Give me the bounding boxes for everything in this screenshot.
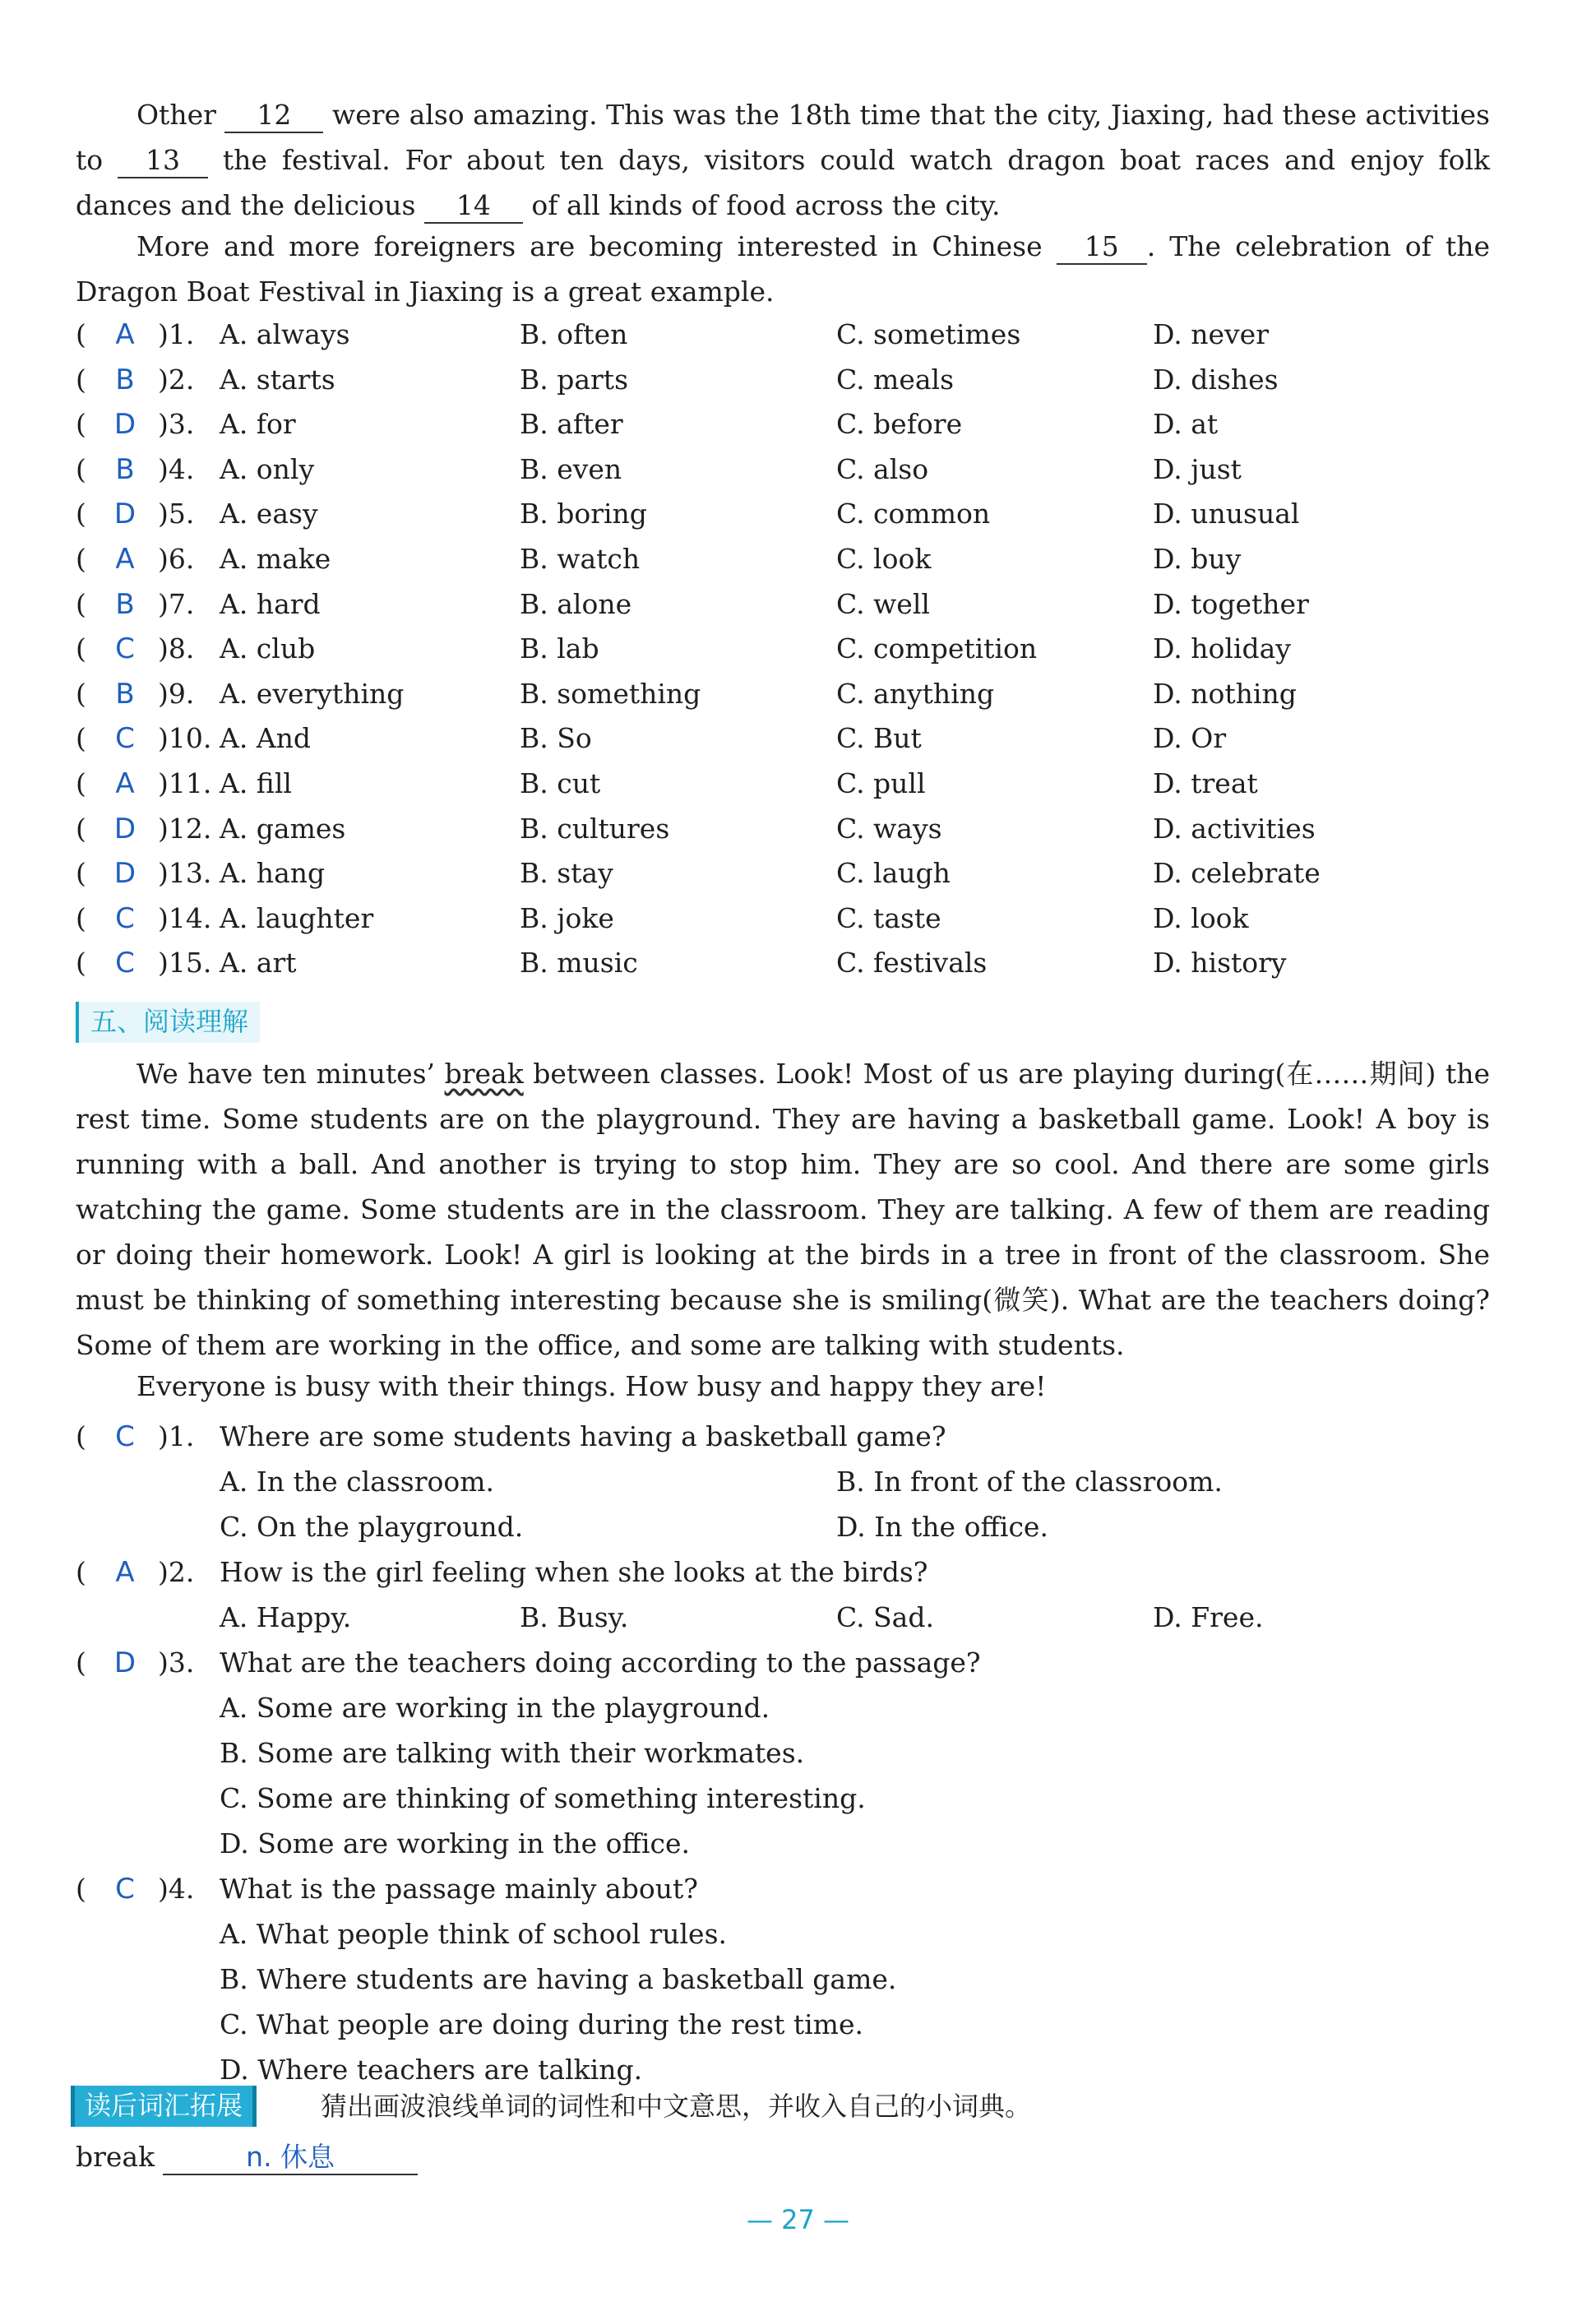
question-number: )12. <box>158 812 212 845</box>
option-b: B. Some are talking with their workmates. <box>220 1737 805 1769</box>
option-b: B. boring <box>520 498 647 530</box>
answer-letter: C <box>115 722 135 756</box>
reading-text: Everyone is busy with their things. How busy and happy they are! <box>136 1370 1047 1402</box>
option-d: D. just <box>1153 452 1242 485</box>
option-d: D. unusual <box>1153 498 1300 530</box>
option-b: B. stay <box>520 857 613 890</box>
choice-row <box>76 449 1515 490</box>
option-b: B. even <box>520 452 622 485</box>
option-a: A. And <box>220 722 312 755</box>
option-c: C. common <box>836 498 991 530</box>
option-d: D. buy <box>1153 543 1242 575</box>
paren: ( <box>76 677 86 710</box>
vocab-entry <box>76 2135 418 2179</box>
answer-letter: B <box>115 363 135 396</box>
option-c: C. Some are thinking of something interesting. <box>220 1782 866 1814</box>
option-c: C. also <box>836 452 929 485</box>
option-b: B. after <box>520 408 623 441</box>
option-c: C. competition <box>836 632 1038 665</box>
answer-blank-14: 14 <box>424 189 523 224</box>
answer-letter: B <box>115 677 135 711</box>
answer-letter: C <box>115 632 135 666</box>
option-d: D. Free. <box>1153 1601 1264 1633</box>
option-a: A. Happy. <box>220 1601 352 1633</box>
option-c: C. meals <box>836 363 955 396</box>
option-a: A. In the classroom. <box>220 1466 494 1498</box>
option-b: B. lab <box>520 632 599 665</box>
option-c: C. before <box>836 408 963 441</box>
answer-letter: B <box>115 587 135 621</box>
question-1: ( C )1. Where are some students having a basketball game? <box>76 1416 1515 1457</box>
option-d: D. Where teachers are talking. <box>220 2054 643 2086</box>
answer-blank-15: 15 <box>1057 230 1147 265</box>
paren: ( <box>76 722 86 755</box>
choice-row <box>76 628 1515 669</box>
option-b: B. cut <box>520 767 601 799</box>
question-number: )7. <box>158 587 195 620</box>
option-d: D. nothing <box>1153 677 1297 710</box>
vocab-section-title: 读后词汇拓展 <box>71 2086 257 2127</box>
paren: ( <box>76 812 86 845</box>
answer-letter: C <box>115 901 135 935</box>
question-number: )8. <box>158 632 195 665</box>
option-b: B. watch <box>520 543 641 575</box>
answer-letter: C <box>115 1420 135 1453</box>
paren: ( <box>76 318 86 350</box>
answer-letter: A <box>115 543 135 576</box>
option-d: D. together <box>1153 587 1309 620</box>
vocab-word: break <box>76 2141 155 2173</box>
choice-row <box>76 763 1515 804</box>
question-number: )14. <box>158 901 212 934</box>
reading-text: We have ten minutes’ <box>136 1058 436 1090</box>
answer-blank-12: 12 <box>224 99 323 133</box>
choice-row <box>76 808 1515 850</box>
paren: ( <box>76 632 86 665</box>
option-a: A. everything <box>220 677 405 710</box>
answer-letter: A <box>115 1556 135 1589</box>
option-b: B. Where students are having a basketball game. <box>220 1963 897 1995</box>
question-text: Where are some students having a basketball game? <box>220 1420 946 1452</box>
choice-row <box>76 898 1515 939</box>
paren: ( <box>76 947 86 980</box>
paren: ( <box>76 452 86 485</box>
question-text: How is the girl feeling when she looks at the birds? <box>220 1556 928 1588</box>
question-number: )13. <box>158 857 212 890</box>
answer-letter: D <box>113 812 136 845</box>
choice-row <box>76 314 1515 355</box>
choice-row <box>76 584 1515 625</box>
option-b: B. joke <box>520 901 614 934</box>
answer-letter: C <box>115 947 135 980</box>
option-b: B. alone <box>520 587 632 620</box>
option-d: D. never <box>1153 318 1269 350</box>
option-c: C. anything <box>836 677 995 710</box>
cloze-text: Other <box>136 99 216 131</box>
question-number: )6. <box>158 543 195 575</box>
question-number: )4. <box>158 452 195 485</box>
question-text: What are the teachers doing according to the passage? <box>220 1646 981 1679</box>
option-c: C. What people are doing during the rest time. <box>220 2008 863 2040</box>
option-d: D. history <box>1153 947 1287 980</box>
question-number: )9. <box>158 677 195 710</box>
option-b: B. So <box>520 722 592 755</box>
option-d: D. treat <box>1153 767 1258 799</box>
question-number: )3. <box>158 408 195 441</box>
question-4: ( C )4. What is the passage mainly about? <box>76 1869 1515 1910</box>
option-a: A. hang <box>220 857 326 890</box>
choice-row <box>76 404 1515 445</box>
option-b: B. Busy. <box>520 1601 629 1633</box>
answer-letter: C <box>115 1873 135 1906</box>
option-b: B. often <box>520 318 628 350</box>
option-c: C. sometimes <box>836 318 1021 350</box>
question-number: )5. <box>158 498 195 530</box>
option-c: C. well <box>836 587 930 620</box>
paren: ( <box>76 587 86 620</box>
option-c: C. festivals <box>836 947 988 980</box>
option-d: D. holiday <box>1153 632 1291 665</box>
section-title: 五、阅读理解 <box>76 1002 260 1043</box>
question-text: What is the passage mainly about? <box>220 1873 698 1905</box>
option-c: C. taste <box>836 901 941 934</box>
option-c: C. laugh <box>836 857 951 890</box>
paren: ( <box>76 543 86 575</box>
option-a: A. make <box>220 543 331 575</box>
option-a: A. club <box>220 632 316 665</box>
option-a: A. fill <box>220 767 292 799</box>
option-c: C. pull <box>836 767 926 799</box>
question-number: )1. <box>158 318 195 350</box>
option-a: A. art <box>220 947 297 980</box>
paren: ( <box>76 408 86 441</box>
option-b: B. In front of the classroom. <box>836 1466 1223 1498</box>
option-a: A. starts <box>220 363 335 396</box>
choice-row <box>76 853 1515 894</box>
option-c: C. look <box>836 543 932 575</box>
option-a: A. Some are working in the playground. <box>220 1692 770 1724</box>
option-b: B. something <box>520 677 701 710</box>
answer-letter: A <box>115 767 135 800</box>
option-d: D. celebrate <box>1153 857 1321 890</box>
cloze-text: were also amazing. This was the 18th time that the city, Jiaxing, had these activities to <box>76 99 1490 176</box>
answer-letter: D <box>113 408 136 442</box>
question-number: )15. <box>158 947 212 980</box>
question-2: ( A )2. How is the girl feeling when she looks at the birds? <box>76 1552 1515 1593</box>
choice-row <box>76 493 1515 535</box>
answer-blank-13: 13 <box>118 144 208 178</box>
choice-row <box>76 539 1515 580</box>
option-a: A. always <box>220 318 350 350</box>
answer-letter: A <box>115 318 135 351</box>
paren: ( <box>76 363 86 396</box>
option-a: A. games <box>220 812 346 845</box>
answer-letter: D <box>113 857 136 891</box>
choice-row <box>76 942 1515 984</box>
cloze-text: the festival. For about ten days, visitors could watch dragon boat races and enjoy folk dances and the delicious <box>76 144 1490 221</box>
option-b: B. cultures <box>520 812 670 845</box>
reading-paragraph-2 <box>76 1364 1490 1409</box>
wavy-underlined-word: break <box>444 1058 524 1090</box>
option-d: D. at <box>1153 408 1219 441</box>
option-d: D. In the office. <box>836 1511 1048 1543</box>
choice-row <box>76 359 1515 401</box>
option-d: D. Or <box>1153 722 1227 755</box>
reading-paragraph-1 <box>76 1051 1490 1368</box>
answer-letter: B <box>115 452 135 486</box>
option-a: A. only <box>220 452 315 485</box>
question-number: )2. <box>158 363 195 396</box>
cloze-text: More and more foreigners are becoming interested in Chinese <box>136 230 1043 262</box>
option-d: D. Some are working in the office. <box>220 1827 691 1859</box>
paren: ( <box>76 498 86 530</box>
vocab-answer: n. 休息 <box>163 2141 418 2175</box>
vocab-instruction: 猜出画波浪线单词的词性和中文意思，并收入自己的小词典。 <box>321 2091 1032 2122</box>
page-number: — 27 — <box>746 2204 850 2235</box>
option-d: D. look <box>1153 901 1249 934</box>
question-number: )11. <box>158 767 212 799</box>
choice-row <box>76 674 1515 715</box>
reading-text: between classes. Look! Most of us are playing during(在……期间) the rest time. Some students are on the playground. They are having a basketball game. Look! A boy is running with a ball. And another is trying to stop him. They are so cool. And there are some girls watching the game. Some students are in the classroom. They are talking. A few of them are reading or doing their homework. Look! A girl is looking at the birds in a tree in front of the classroom. She must be thinking of something interesting because she is smiling(微笑). What are the teachers doing? Some of them are working in the office, and some are talking with students. <box>76 1058 1490 1361</box>
option-a: A. What people think of school rules. <box>220 1918 727 1950</box>
question-3: ( D )3. What are the teachers doing according to the passage? <box>76 1642 1515 1683</box>
option-d: D. activities <box>1153 812 1316 845</box>
cloze-paragraph-1 <box>76 92 1490 228</box>
question-number: )10. <box>158 722 212 755</box>
cloze-text: . The celebration of the Dragon Boat Festival in Jiaxing is a great example. <box>76 230 1490 308</box>
cloze-paragraph-2 <box>76 224 1490 314</box>
option-c: C. On the playground. <box>220 1511 524 1543</box>
option-a: A. laughter <box>220 901 374 934</box>
paren: ( <box>76 901 86 934</box>
option-a: A. for <box>220 408 296 441</box>
option-d: D. dishes <box>1153 363 1279 396</box>
paren: ( <box>76 857 86 890</box>
cloze-text: of all kinds of food across the city. <box>531 189 1001 221</box>
answer-letter: D <box>113 498 136 531</box>
paren: ( <box>76 767 86 799</box>
option-a: A. easy <box>220 498 318 530</box>
option-b: B. music <box>520 947 638 980</box>
option-c: C. Sad. <box>836 1601 934 1633</box>
option-a: A. hard <box>220 587 321 620</box>
choice-row <box>76 718 1515 759</box>
option-c: C. ways <box>836 812 942 845</box>
option-b: B. parts <box>520 363 628 396</box>
answer-letter: D <box>113 1646 136 1679</box>
option-c: C. But <box>836 722 922 755</box>
